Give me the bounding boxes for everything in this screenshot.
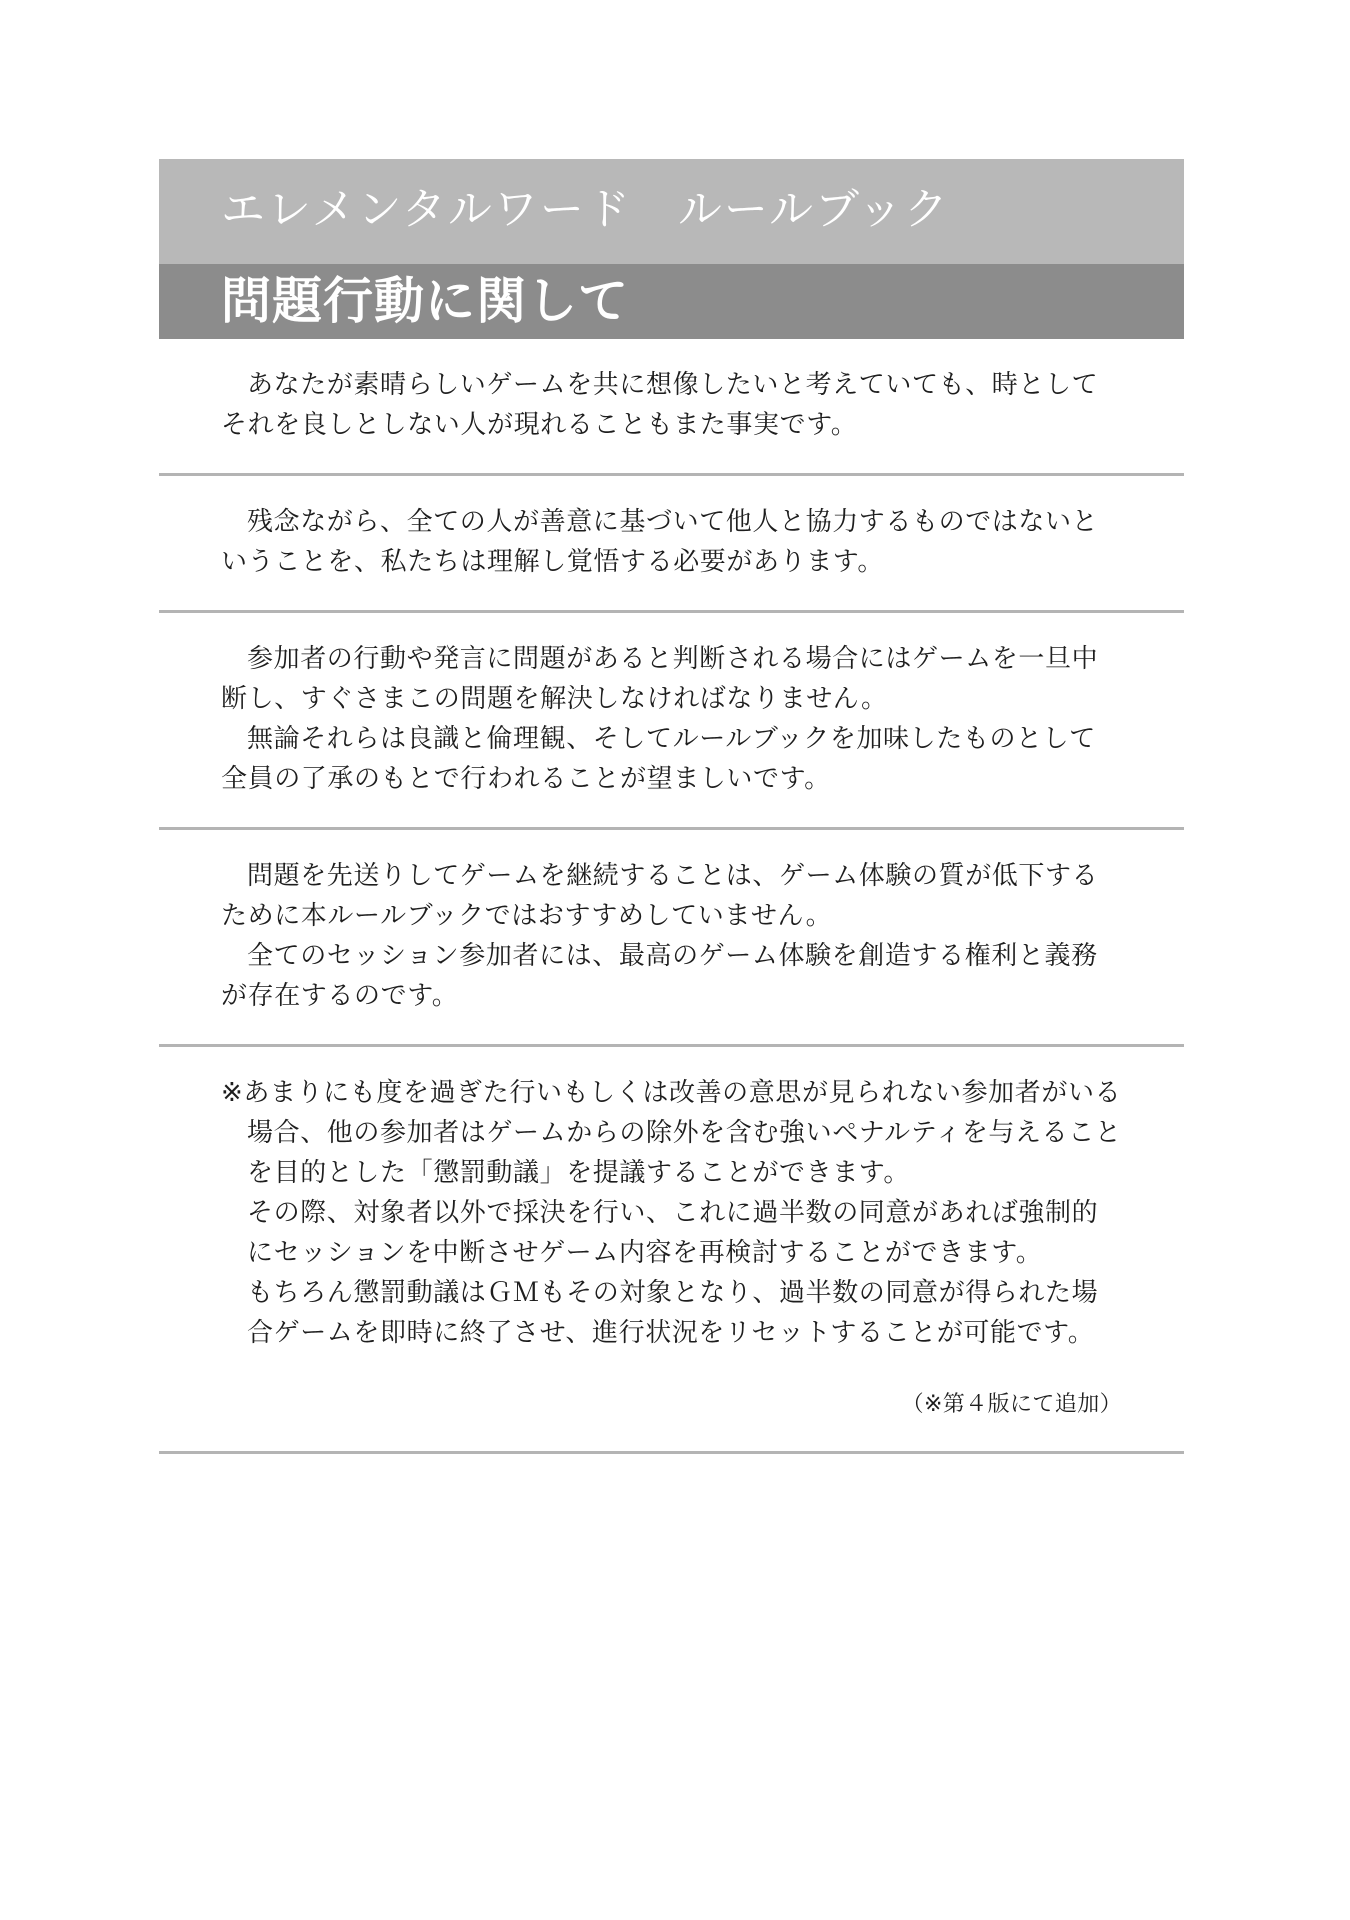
paragraph: 問題を先送りしてゲームを継続することは、ゲーム体験の質が低下するために本ルールブックではおすすめしていません。 bbox=[221, 861, 1099, 931]
paragraph: 参加者の行動や発言に問題があると判断される場合にはゲームを一旦中断し、すぐさまこの問題を解決しなければなりません。 bbox=[221, 644, 1099, 714]
note-paragraph: もちろん懲罰動議はＧＭもその対象となり、過半数の同意が得られた場合ゲームを即時に終了させ、進行状況をリセットすることが可能です。 bbox=[247, 1278, 1099, 1348]
section-1 bbox=[159, 339, 1184, 476]
section-3 bbox=[159, 613, 1184, 830]
note-paragraph: ※あまりにも度を過ぎた行いもしくは改善の意思が見られない参加者がいる場合、他の参加者はゲームからの除外を含む強いペナルティを与えることを目的とした「懲罰動議」を提議することができます。 bbox=[221, 1078, 1122, 1188]
note-paragraph: その際、対象者以外で採決を行い、これに過半数の同意があれば強制的にセッションを中断させゲーム内容を再検討することができます。 bbox=[247, 1198, 1099, 1268]
section-2 bbox=[159, 476, 1184, 613]
series-title: エレメンタルワード ルールブック bbox=[221, 184, 950, 235]
paragraph: 全てのセッション参加者には、最高のゲーム体験を創造する権利と義務が存在するのです。 bbox=[221, 941, 1098, 1011]
paragraph: 残念ながら、全ての人が善意に基づいて他人と協力するものではないということを、私たちは理解し覚悟する必要があります。 bbox=[221, 507, 1099, 577]
paragraph: 無論それらは良識と倫理観、そしてルールブックを加味したものとして全員の了承のもとで行われることが望ましいです。 bbox=[221, 724, 1096, 794]
section-4 bbox=[159, 830, 1184, 1047]
chapter-title: 問題行動に関して bbox=[221, 272, 629, 330]
header-series-band bbox=[159, 159, 1184, 264]
edition-addendum: （※第４版にて追加） bbox=[901, 1392, 1122, 1417]
header-chapter-band bbox=[159, 264, 1184, 339]
content-sections bbox=[159, 339, 1184, 1454]
paragraph: あなたが素晴らしいゲームを共に想像したいと考えていても、時としてそれを良しとしない人が現れることもまた事実です。 bbox=[221, 370, 1099, 440]
section-note-penalty-motion bbox=[159, 1047, 1184, 1454]
